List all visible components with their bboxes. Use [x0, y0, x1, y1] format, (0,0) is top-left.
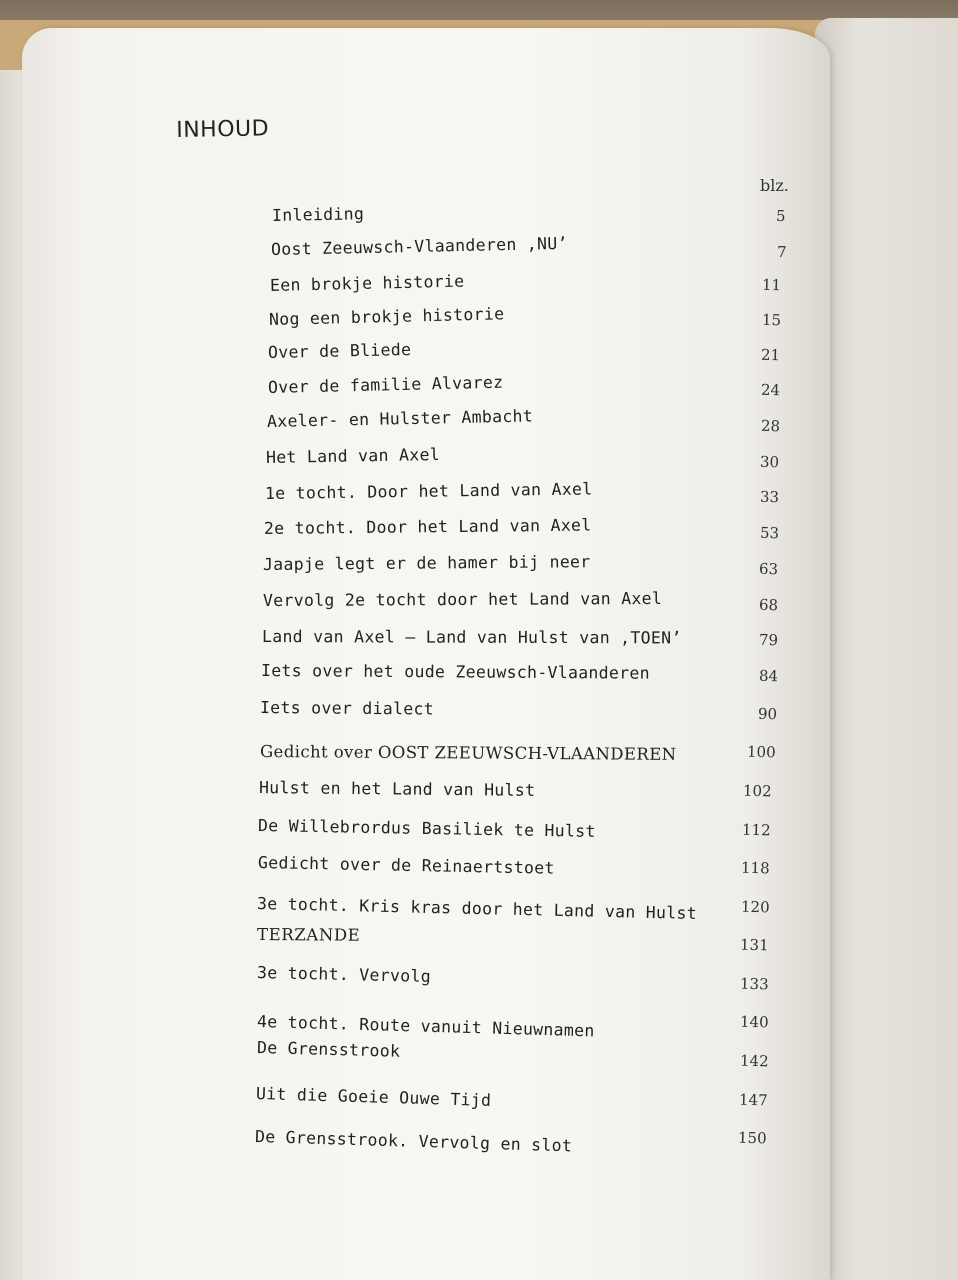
toc-entry-title: 2e tocht. Door het Land van Axel [263, 515, 592, 538]
toc-entry-title: Gedicht over OOST ZEEUWSCH-VLAANDEREN [259, 742, 677, 764]
toc-entry-page: 79 [758, 630, 779, 650]
toc-entry-page: 90 [757, 704, 778, 724]
toc-entry-title: 3e tocht. Kris kras door het Land van Hulst [256, 894, 698, 923]
toc-entry-page: 147 [738, 1090, 768, 1110]
toc-entry-page: 133 [739, 974, 769, 994]
toc-entry-title: Over de Bliede [267, 340, 412, 362]
toc-entry-title: 4e tocht. Route vanuit Nieuwnamen [256, 1012, 595, 1041]
toc-entry-page: 5 [775, 206, 786, 226]
page-column-label: blz. [760, 176, 789, 195]
toc-entry-title: Iets over het oude Zeeuwsch-Vlaanderen [260, 661, 650, 683]
toc-entry-page: 102 [742, 781, 772, 801]
toc-entry-title: Axeler- en Hulster Ambacht [266, 406, 534, 431]
page-title: INHOUD [176, 116, 270, 143]
toc-entry-page: 7 [776, 242, 787, 262]
toc-entry-page: 63 [758, 559, 779, 579]
toc-entry-title: Vervolg 2e tocht door het Land van Axel [262, 588, 663, 610]
toc-entry-title: Over de familie Alvarez [267, 372, 504, 397]
toc-entry-page: 150 [737, 1128, 767, 1148]
toc-entry-title: Gedicht over de Reinaertstoet [257, 853, 555, 878]
toc-entry-page: 28 [760, 416, 781, 436]
toc-entry-title: Oost Zeeuwsch-Vlaanderen ,NU’ [270, 233, 568, 259]
toc-entry-title: Inleiding [271, 204, 365, 225]
toc-entry-page: 140 [739, 1012, 769, 1032]
toc-entry-page: 30 [759, 452, 780, 472]
toc-entry-title: Een brokje historie [269, 271, 465, 295]
toc-entry-title: De Willebrordus Basiliek te Hulst [257, 816, 596, 841]
toc-entry-title: 3e tocht. Vervolg [256, 963, 432, 986]
toc-entry-title: Hulst en het Land van Hulst [258, 778, 536, 800]
toc-entry-title: De Grensstrook [256, 1038, 401, 1061]
toc-entry-page: 68 [758, 595, 779, 615]
toc-entry-title: 1e tocht. Door het Land van Axel [264, 479, 593, 503]
toc-entry-page: 24 [760, 380, 781, 400]
toc-entry-page: 53 [759, 523, 780, 543]
toc-entry-title: Land van Axel — Land van Hulst van ,TOEN’ [261, 627, 682, 648]
toc-entry-page: 33 [759, 487, 780, 507]
toc-entry-page: 142 [739, 1051, 769, 1071]
toc-entry-title: Uit die Goeie Ouwe Tijd [255, 1084, 492, 1110]
toc-entry-page: 15 [761, 310, 782, 330]
toc-entry-page: 21 [760, 345, 781, 365]
toc-entry-page: 84 [758, 666, 779, 686]
toc-entry-page: 120 [740, 897, 770, 917]
toc-entry-page: 118 [740, 858, 770, 878]
toc-entry-page: 131 [739, 935, 769, 955]
toc-entry-title: Iets over dialect [259, 698, 435, 719]
toc-entry-title: Nog een brokje historie [268, 304, 505, 329]
toc-entry-title: De Grensstrook. Vervolg en slot [254, 1127, 573, 1156]
toc-entry-title: Het Land van Axel [265, 444, 441, 467]
toc-entry-page: 100 [746, 742, 776, 762]
toc-entry-page: 11 [761, 275, 782, 295]
toc-entry-page: 112 [741, 820, 771, 840]
toc-entry-title: TERZANDE [256, 925, 361, 945]
toc-entry-title: Jaapje legt er de hamer bij neer [262, 552, 591, 574]
